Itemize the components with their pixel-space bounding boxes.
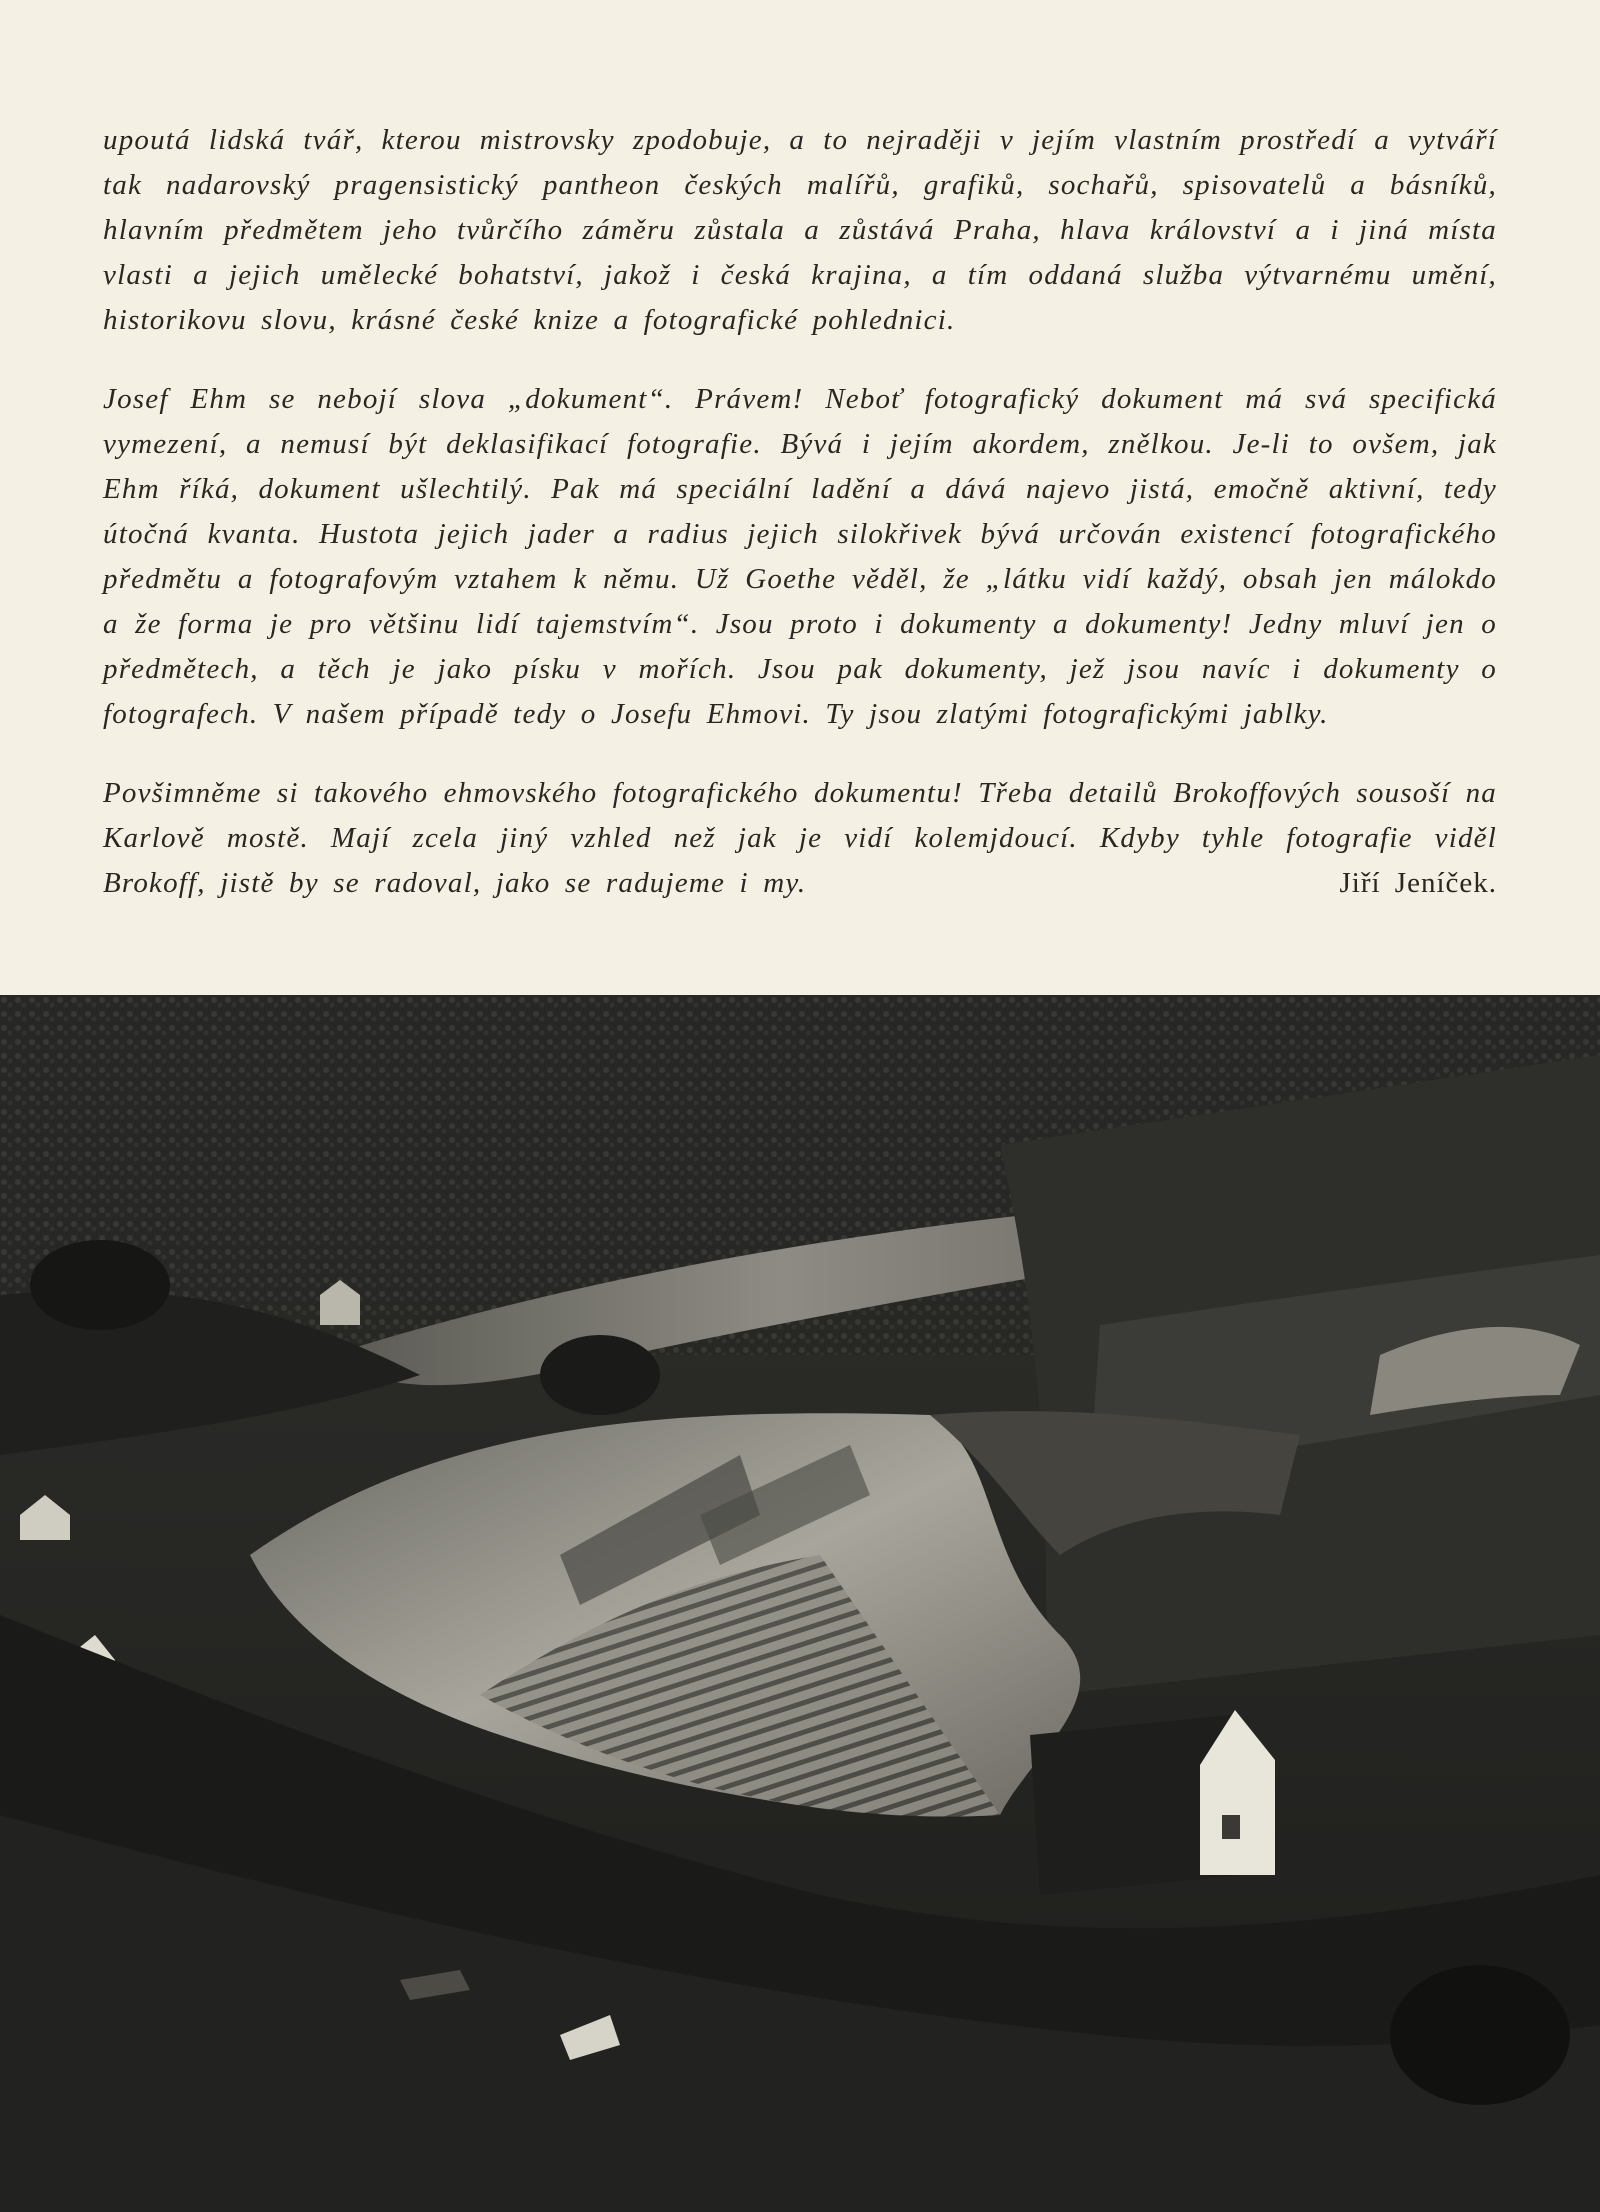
cottage [1030, 1710, 1275, 1895]
paragraph-3-text: Povšimněme si takového ehmovského fotografického dokumentu! Třeba detailů Brokoffových sousoší na Karlově mostě. Mají zcela jiný vzhled než jak je vidí kolemjdoucí. Kdyby tyhle fotografie viděl Brokoff, jistě by se radoval, jako se radujeme i my. [103, 777, 1497, 899]
article-text [103, 118, 1497, 906]
paragraph-1: upoutá lidská tvář, kterou mistrovsky zpodobuje, a to nejraději v jejím vlastním prostředí a vytváří tak nadarovský pragensistický pantheon českých malířů, grafiků, sochařů, spisovatelů a básníků, hlavním předmětem jeho tvůrčího záměru zůstala a zůstává Praha, hlava království a i jiná místa vlasti a jejich umělecké bohatství, jakož i česká krajina, a tím oddaná služba výtvarnému umění, historikovu slovu, krásné české knize a fotografické pohlednici. [103, 124, 1497, 336]
author-signature: Jiří Jeníček. [1339, 867, 1497, 899]
landscape-photograph [0, 995, 1600, 2212]
paragraph-2: Josef Ehm se nebojí slova „dokument“. Právem! Neboť fotografický dokument má svá specifická vymezení, a nemusí být deklasifikací fotografie. Bývá i jejím akordem, znělkou. Je-li to ovšem, jak Ehm říká, dokument ušlechtilý. Pak má speciální ladění a dává najevo jistá, emočně aktivní, tedy útočná kvanta. Hustota jejich jader a radius jejich silokřivek bývá určován existencí fotografického předmětu a fotografovým vztahem k němu. Už Goethe věděl, že „látku vidí každý, obsah jen málokdo a že forma je pro většinu lidí tajemstvím“. Jsou proto i dokumenty a dokumenty! Jedny mluví jen o předmětech, a těch je jako písku v mořích. Jsou pak dokumenty, jež jsou navíc i dokumenty o fotografech. V našem případě tedy o Josefu Ehmovi. Ty jsou zlatými fotografickými jablky. [103, 383, 1497, 730]
paragraph-3 [103, 771, 1497, 906]
